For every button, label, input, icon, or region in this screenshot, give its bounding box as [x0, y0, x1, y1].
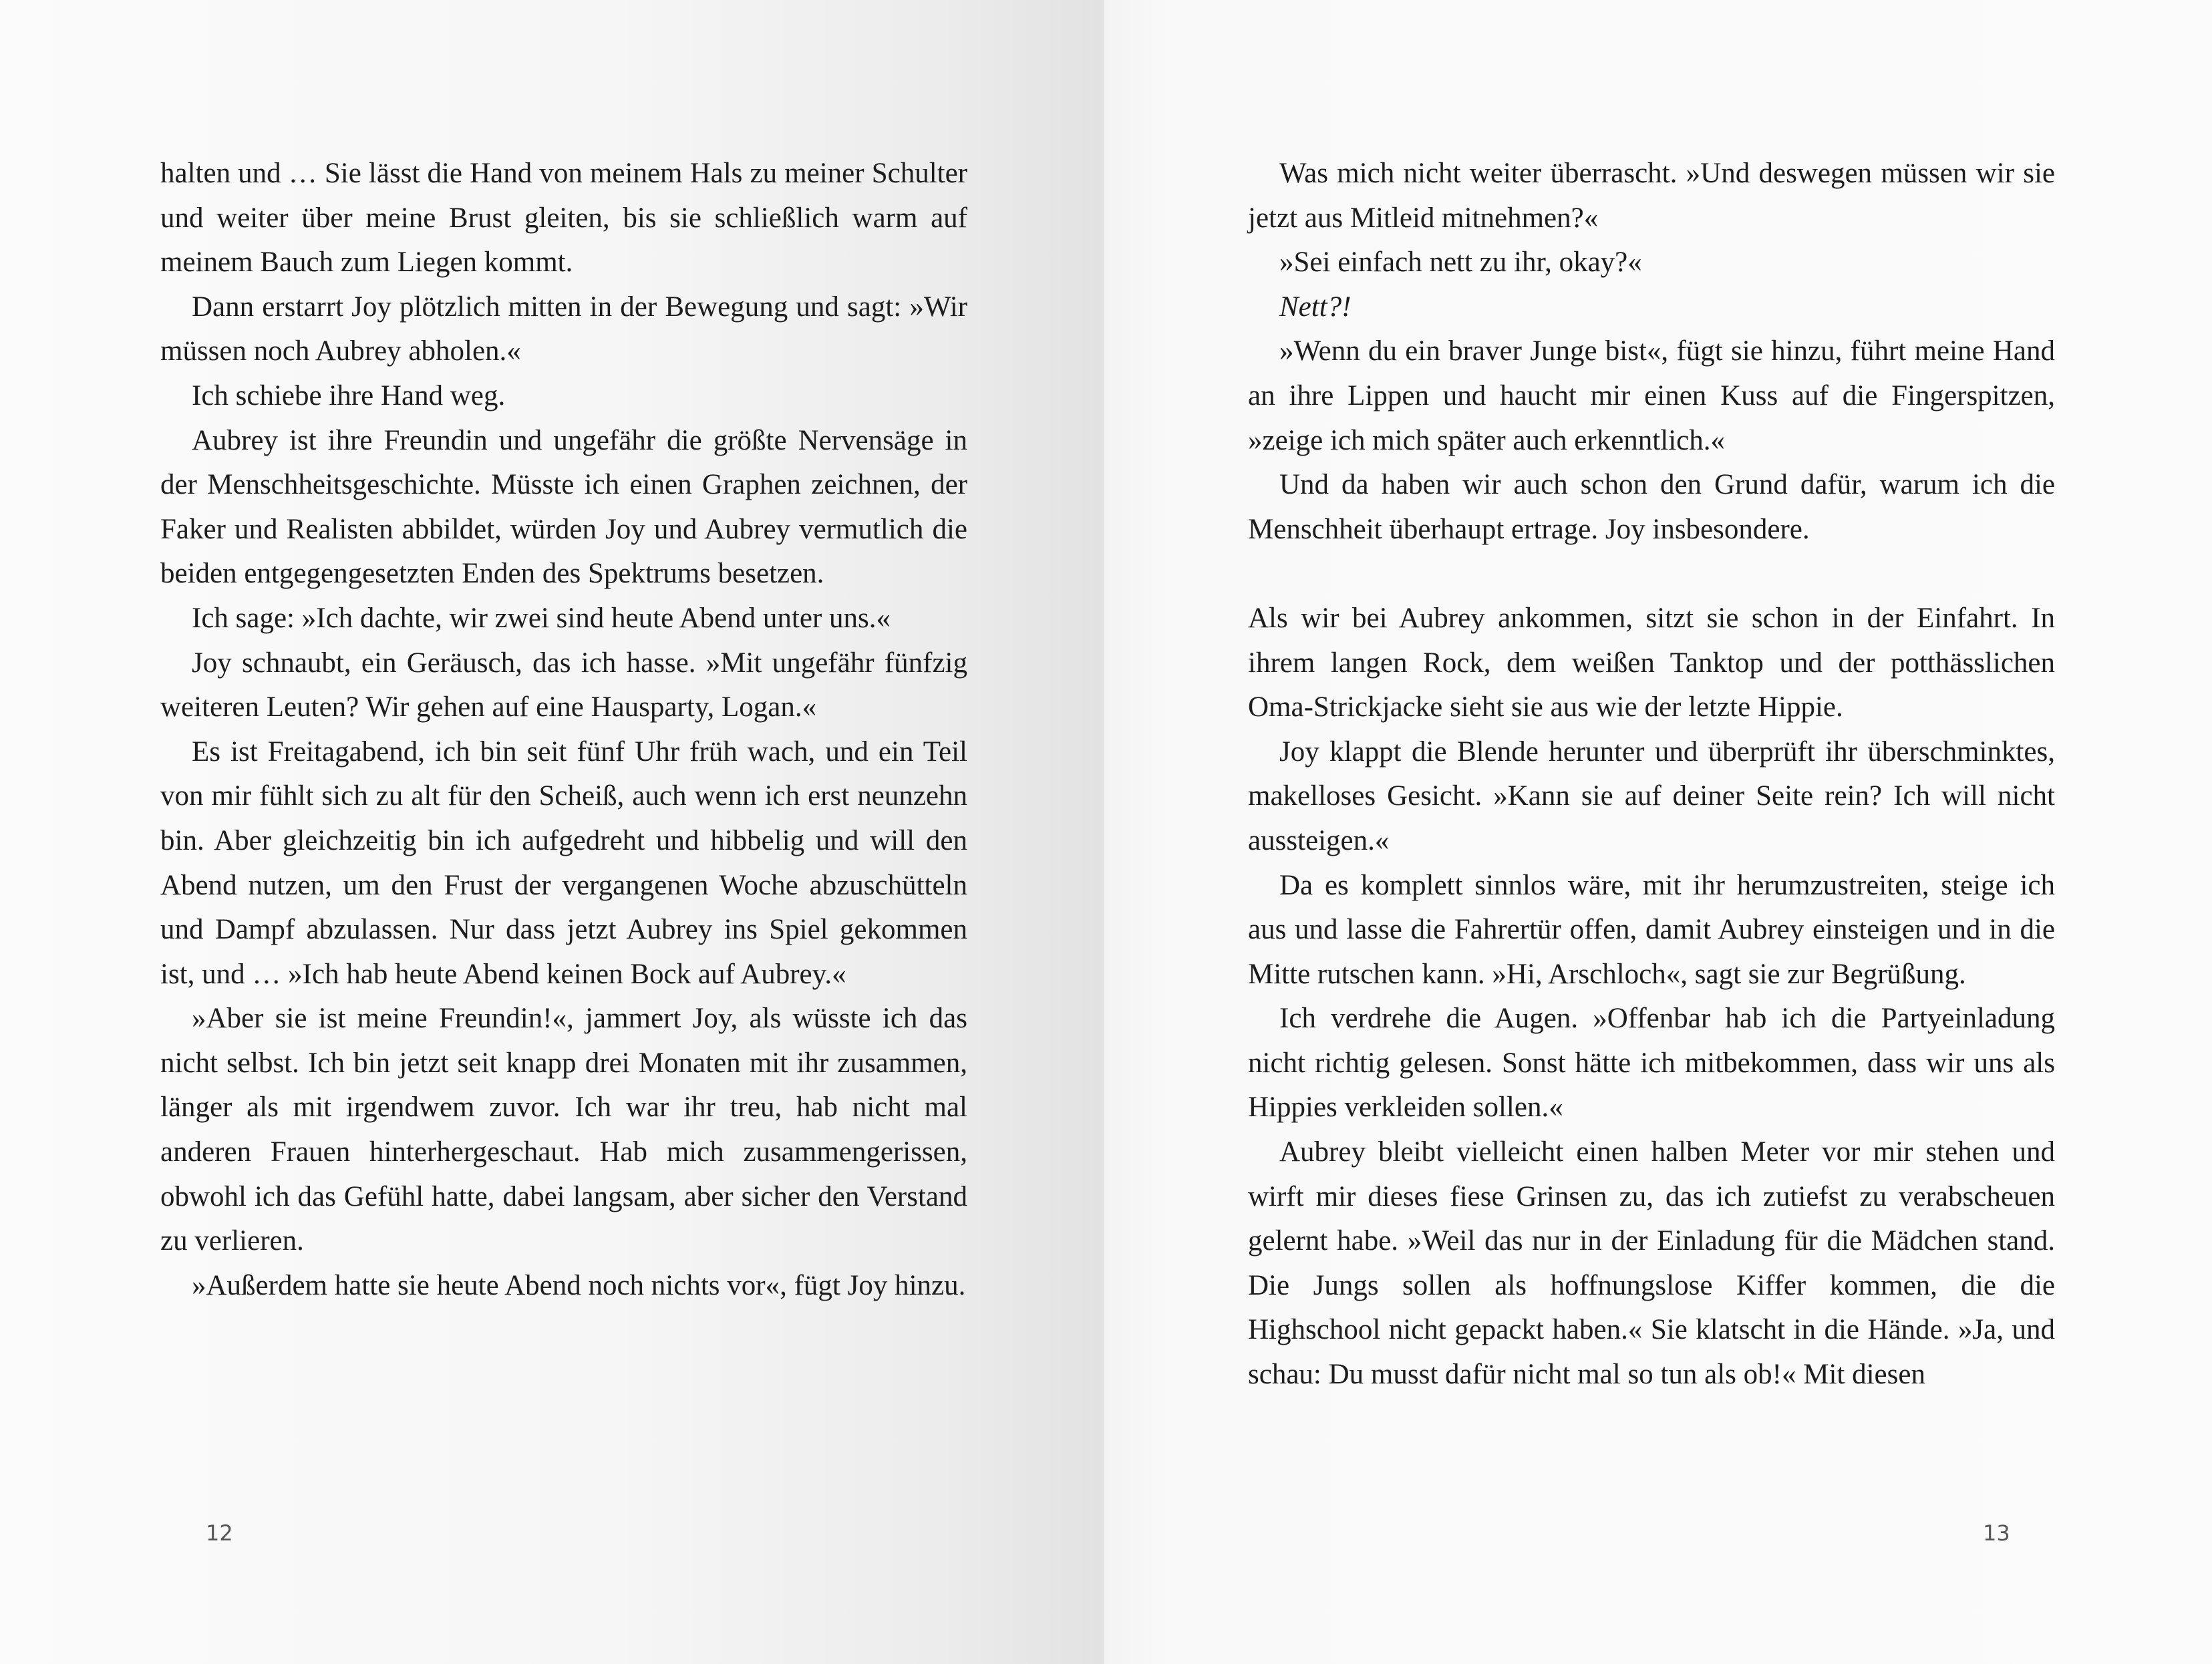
- paragraph: Ich verdrehe die Augen. »Offenbar hab ich die Partyeinladung nicht richtig gelesen. Sonst hätte ich mitbekommen, dass wir uns als Hippies verkleiden sollen.«: [1248, 1003, 2055, 1124]
- section-break: [1248, 552, 2055, 597]
- paragraph: Was mich nicht weiter überrascht. »Und deswegen müssen wir sie jetzt aus Mitleid mitnehmen?«: [1248, 158, 2055, 234]
- left-page-text: [160, 152, 967, 1308]
- paragraph: Joy schnaubt, ein Geräusch, das ich hasse. »Mit ungefähr fünfzig weiteren Leuten? Wir gehen auf eine Hausparty, Logan.«: [160, 647, 967, 723]
- paragraph: »Außerdem hatte sie heute Abend noch nichts vor«, fügt Joy hinzu.: [192, 1269, 966, 1301]
- paragraph: Da es komplett sinnlos wäre, mit ihr herumzustreiten, steige ich aus und lasse die Fahrertür offen, damit Aubrey einsteigen und in die Mitte rutschen kann. »Hi, Arschloch«, sagt sie zur Begrüßung.: [1248, 869, 2055, 990]
- paragraph: Als wir bei Aubrey ankommen, sitzt sie schon in der Einfahrt. In ihrem langen Rock, dem weißen Tanktop und der potthässlichen Oma-Strickjacke sieht sie aus wie der letzte Hippie.: [1248, 602, 2055, 723]
- paragraph: Aubrey ist ihre Freundin und ungefähr die größte Nervensäge in der Menschheitsgeschichte. Müsste ich einen Graphen zeichnen, der Faker und Realisten abbildet, würden Joy und Aubrey vermutlich die beiden entgegengesetzten Enden des Spektrums besetzen.: [160, 424, 967, 590]
- left-page: [0, 0, 1104, 1664]
- paragraph: Dann erstarrt Joy plötzlich mitten in der Bewegung und sagt: »Wir müssen noch Aubrey abholen.«: [160, 291, 967, 367]
- paragraph: Joy klappt die Blende herunter und überprüft ihr überschminktes, makelloses Gesicht. »Kann sie auf deiner Seite rein? Ich will nicht aussteigen.«: [1248, 735, 2055, 856]
- paragraph: Und da haben wir auch schon den Grund dafür, warum ich die Menschheit überhaupt ertrage. Joy insbesondere.: [1248, 469, 2055, 545]
- page-number: 13: [1983, 1520, 2010, 1546]
- right-page: [1104, 0, 2212, 1664]
- paragraph: Ich sage: »Ich dachte, wir zwei sind heute Abend unter uns.«: [192, 602, 891, 634]
- paragraph: Nett?!: [1279, 291, 1352, 323]
- paragraph: »Aber sie ist meine Freundin!«, jammert Joy, als wüsste ich das nicht selbst. Ich bin jetzt seit knapp drei Monaten mit ihr zusammen, länger als mit irgendwem zuvor. Ich war ihr treu, hab nicht mal anderen Frauen hinterhergeschaut. Hab mich zusammengerissen, obwohl ich das Gefühl hatte, dabei langsam, aber sicher den Verstand zu verlieren.: [160, 1003, 967, 1257]
- paragraph: Ich schiebe ihre Hand weg.: [192, 379, 506, 411]
- paragraph: »Wenn du ein braver Junge bist«, fügt sie hinzu, führt meine Hand an ihre Lippen und haucht mir einen Kuss auf die Fingerspitzen, »zeige ich mich später auch erkenntlich.«: [1248, 335, 2055, 456]
- paragraph: »Sei einfach nett zu ihr, okay?«: [1279, 246, 1642, 279]
- paragraph: Aubrey bleibt vielleicht einen halben Meter vor mir stehen und wirft mir dieses fiese Grinsen zu, das ich zutiefst zu verabscheuen gelernt habe. »Weil das nur in der Einladung für die Mädchen stand. Die Jungs sollen als hoffnungslose Kiffer kommen, die die Highschool nicht gepackt haben.« Sie klatscht in die Hände. »Ja, und schau: Du musst dafür nicht mal so tun als ob!« Mit diesen: [1248, 1136, 2055, 1391]
- right-page-text: [1248, 152, 2055, 1397]
- paragraph: Es ist Freitagabend, ich bin seit fünf Uhr früh wach, und ein Teil von mir fühlt sich zu alt für den Scheiß, auch wenn ich erst neunzehn bin. Aber gleichzeitig bin ich aufgedreht und hibbelig und will den Abend nutzen, um den Frust der vergangenen Woche abzuschütteln und Dampf abzulassen. Nur dass jetzt Aubrey ins Spiel gekommen ist, und … »Ich hab heute Abend keinen Bock auf Aubrey.«: [160, 735, 967, 990]
- paragraph: halten und … Sie lässt die Hand von meinem Hals zu meiner Schulter und weiter über meine Brust gleiten, bis sie schließlich warm auf meinem Bauch zum Liegen kommt.: [160, 158, 967, 279]
- page-number: 12: [206, 1520, 233, 1546]
